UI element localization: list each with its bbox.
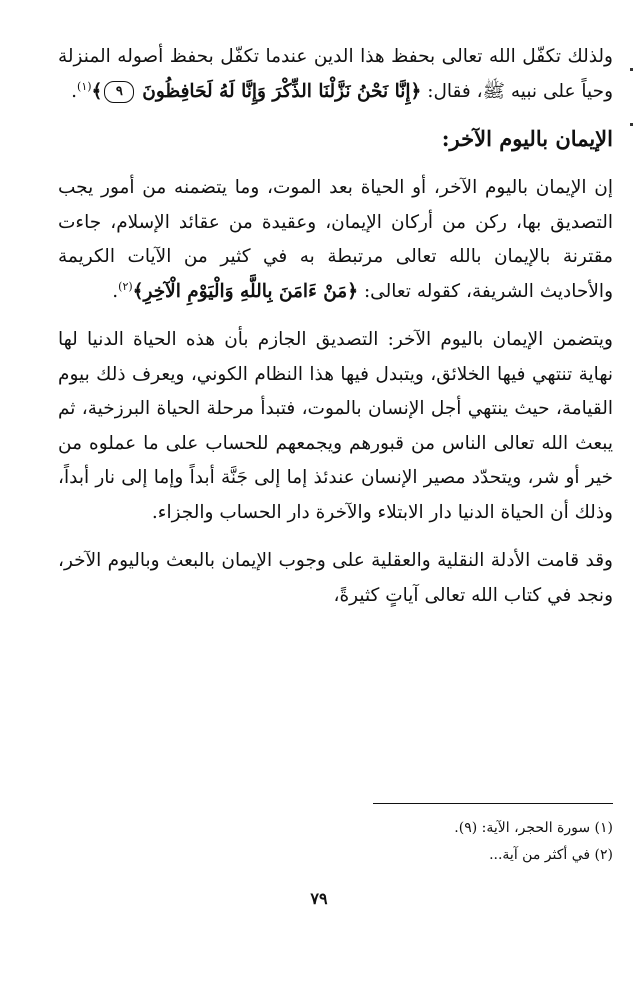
- ayah-number-marker: ٩: [104, 81, 134, 103]
- footnote-separator: [373, 803, 613, 804]
- section-heading: الإيمان باليوم الآخر:: [441, 126, 613, 151]
- quran-close-bracket-2: ﴾: [132, 280, 144, 302]
- paragraph-3: وقد قامت الأدلة النقلية والعقلية على وجوب الإيمان بالبعث وباليوم الآخر، ونجد في كتاب الله تعالى آياتٍ كثيرةً،: [58, 550, 613, 606]
- quran-open-bracket-2: ﴿: [347, 280, 359, 302]
- paragraph-1-end: .: [112, 280, 119, 302]
- page-body: [58, 40, 613, 613]
- footnote-2: (٢) في أكثر من آية...: [489, 847, 613, 863]
- footnote-ref-2: (٢): [118, 279, 133, 293]
- intro-paragraph: [58, 40, 613, 109]
- intro-end: .: [71, 80, 78, 102]
- paragraph-1-text: إن الإيمان باليوم الآخر، أو الحياة بعد الموت، وما يتضمنه من أمور يجب التصديق بها، ركن من أركان الإيمان، وعقيدة من عقائد الإسلام، جاءت مقترنة بالإيمان بالله تعالى مرتبطة به في كثير من الآيات الكريمة والأحاديث الشريفة، كقوله تعالى:: [58, 177, 613, 302]
- quran-verse-1: إِنَّا نَحْنُ نَزَّلْنَا الذِّكْرَ وَإِنَّا لَهُ لَحَافِظُونَ: [142, 80, 411, 102]
- paragraph-2: ويتضمن الإيمان باليوم الآخر: التصديق الجازم بأن هذه الحياة الدنيا لها نهاية تنتهي فيها الخلائق، ويتبدل فيها هذا النظام الكوني، ويعرف ذلك بيوم القيامة، حيث ينتهي أجل الإنسان بالموت، فتبدأ مرحلة الحياة البرزخية، ثم يبعث الله تعالى الناس من قبورهم ويجمعهم للحساب على ما عملوه من خير أو شر، ويتحدّد مصير الإنسان عندئذ إما إلى جَنَّة أبداً وإما إلى نار أبداً، وذلك أن الحياة الدنيا دار الابتلاء والآخرة دار الحساب والجزاء.: [58, 329, 613, 523]
- footnote-1: (١) سورة الحجر، الآية: (٩).: [454, 820, 613, 836]
- footnote-ref-1: (١): [77, 79, 92, 93]
- quran-verse-2: مَنْ ءَامَنَ بِاللَّهِ وَالْيَوْمِ الْآخِرِ: [143, 280, 348, 302]
- quran-open-bracket: ﴿: [410, 80, 422, 102]
- page-number: ٧٩: [310, 889, 328, 908]
- scan-edge-mark: [630, 68, 633, 71]
- paragraph-1: [58, 171, 613, 309]
- scan-edge-mark: [630, 123, 633, 126]
- quran-close-bracket: ﴾: [91, 80, 103, 102]
- footnotes: [454, 815, 613, 869]
- intro-text: ولذلك تكفّل الله تعالى بحفظ هذا الدين عندما تكفّل بحفظ أصوله المنزلة وحياً على نبيه ﷺ، فقال:: [58, 46, 613, 102]
